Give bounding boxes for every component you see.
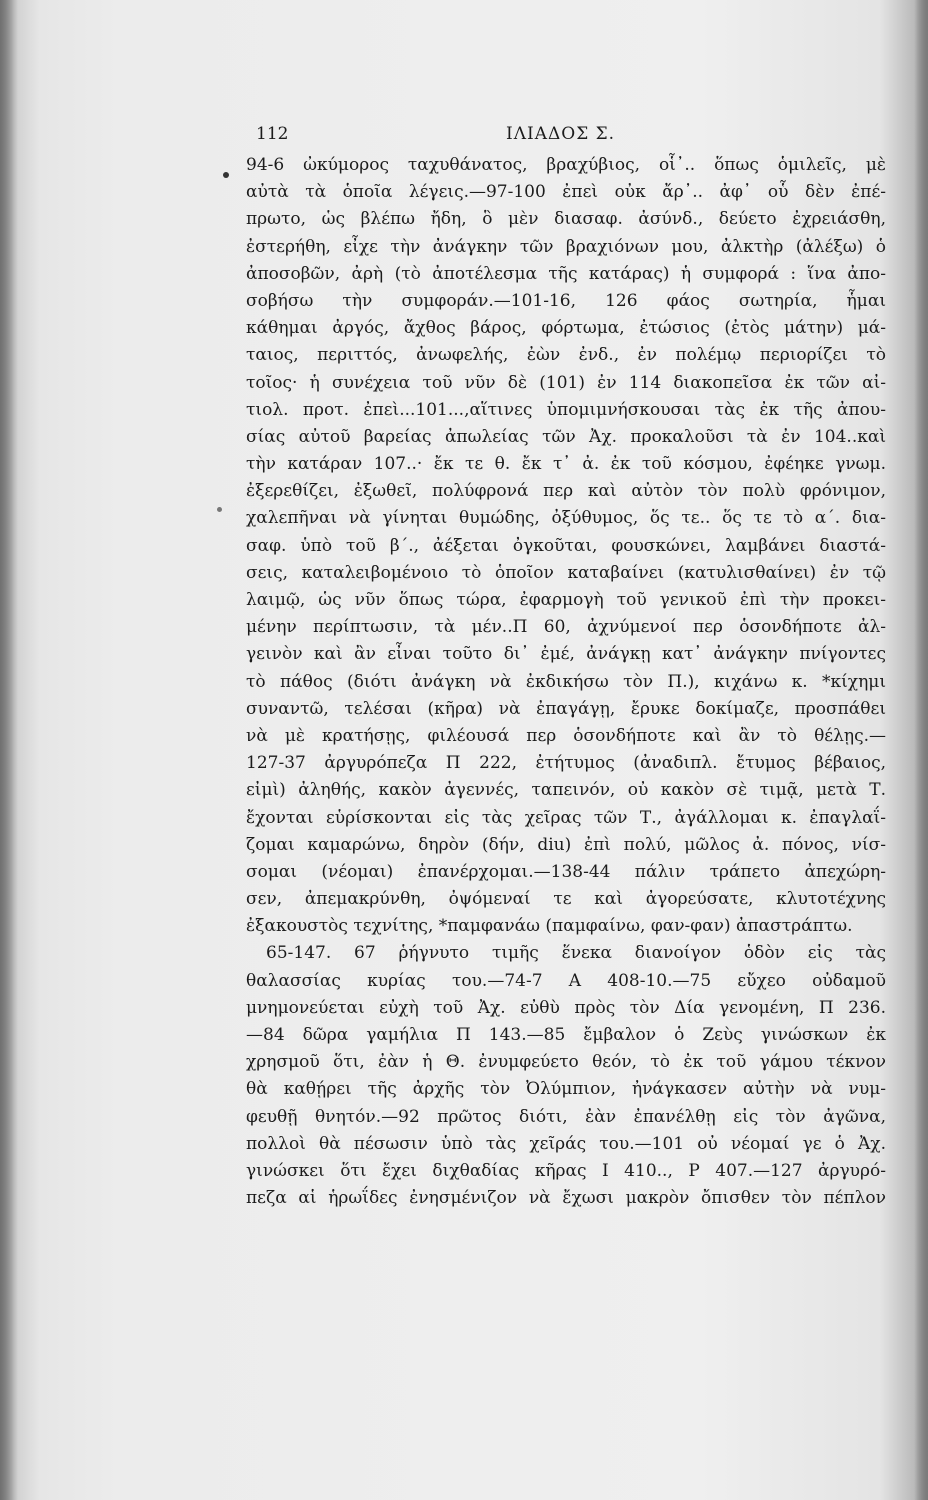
text-line: ἀποσοβῶν, ἀρὴ (τὸ ἀποτέλεσμα τῆς κατάρας) ἡ συμφορά : ἵνα ἀπο- — [246, 263, 886, 284]
text-line: μένην περίπτωσιν, τὰ μέν..Π 60, ἀχνύμενοί περ ὁσονδήποτε ἀλ- — [246, 617, 886, 638]
text-line: σοβήσω τὴν συμφοράν.—101-16, 126 φάος σωτηρία, ἧμαι — [246, 290, 886, 311]
text-line: χρησμοῦ ὅτι, ἐὰν ἡ Θ. ἐνυμφεύετο θεόν, τὸ ἐκ τοῦ γάμου τέκνον — [246, 1052, 886, 1073]
text-line: ταιος, περιττός, ἀνωφελής, ἐὼν ἐνδ., ἐν πολέμῳ περιορίζει τὸ — [246, 345, 886, 366]
section-start-line: 65-147. 67 ῥήγνυτο τιμῆς ἕνεκα διανοίγον ὁδὸν εἰς τὰς — [266, 943, 886, 964]
commentary-text — [246, 152, 886, 1212]
text-line: γεινὸν καὶ ἂν εἶναι τοῦτο δι᾽ ἐμέ, ἀνάγκῃ κατ᾽ ἀνάγκην πνίγοντες — [246, 644, 886, 665]
text-line: νὰ μὲ κρατήσῃς, φιλέουσά περ ὁσονδήποτε καὶ ἂν τὸ θέλῃς.— — [246, 725, 886, 746]
page-edge-shadow — [914, 0, 928, 1500]
text-line: σεις, καταλειβομένοιο τὸ ὁποῖον καταβαίνει (κατυλισθαίνει) ἐν τῷ — [246, 562, 886, 583]
text-line: ζομαι καμαρώνω, δηρὸν (δήν, diu) ἐπὶ πολύ, μῶλος ἀ. πόνος, νίσ- — [246, 834, 886, 855]
text-line: σαφ. ὑπὸ τοῦ β΄., ἀέξεται ὀγκοῦται, φουσκώνει, λαμβάνει διαστά- — [246, 535, 886, 556]
text-line: λαιμῷ, ὡς νῦν ὅπως τώρα, ἐφαρμογὴ τοῦ γενικοῦ ἐπὶ τὴν προκει- — [246, 590, 886, 610]
text-line: θὰ καθῄρει τῆς ἀρχῆς τὸν Ὀλύμπιον, ἠνάγκασεν αὐτὴν νὰ νυμ- — [246, 1079, 886, 1100]
text-line: τὴν κατάραν 107..· ἔκ τε θ. ἔκ τ᾽ ἀ. ἐκ τοῦ κόσμου, ἐφέηκε γνωμ. — [246, 454, 886, 475]
text-line: ἐξακουστὸς τεχνίτης, *παμφανάω (παμφαίνω, φαν-φαν) ἀπαστράπτω. — [246, 916, 853, 937]
text-line: θαλασσίας κυρίας του.—74-7 Α 408-10.—75 εὔχεο οὐδαμοῦ — [246, 970, 886, 991]
text-line: γινώσκει ὅτι ἔχει διχθαδίας κῆρας Ι 410.., Ρ 407.—127 ἀργυρό- — [246, 1160, 886, 1181]
text-line: φευθῇ θνητόν.—92 πρῶτος διότι, ἐὰν ἐπανέλθῃ εἰς τὸν ἀγῶνα, — [246, 1106, 886, 1127]
text-line: εἰμὶ) ἀληθής, κακὸν ἀγεννές, ταπεινόν, οὐ κακὸν σὲ τιμᾷ, μετὰ Τ. — [246, 780, 886, 801]
spine-shadow — [0, 0, 18, 1500]
margin-speck — [217, 507, 222, 512]
text-line: ἔχονται εὑρίσκονται εἰς τὰς χεῖρας τῶν Τ., ἀγάλλομαι κ. ἐπαγλαΐ- — [246, 807, 886, 828]
running-title: ΙΛΙΑΔΟΣ Σ. — [506, 124, 616, 144]
page-header — [250, 118, 880, 148]
text-line: σεν, ἀπεμακρύνθη, ὀψόμεναί τε καὶ ἀγορεύσατε, κλυτοτέχνης — [246, 889, 886, 910]
text-line: πεζα αἱ ἡρωΐδες ἐνησμένιζον νὰ ἔχωσι μακρὸν ὄπισθεν τὸν πέπλον — [246, 1188, 886, 1209]
text-line: τὸ πάθος (διότι ἀνάγκη νὰ ἐκδικήσω τὸν Π.), κιχάνω κ. *κίχημι — [246, 671, 886, 692]
text-line: τοῖος· ἡ συνέχεια τοῦ νῦν δὲ (101) ἐν 114 διακοπεῖσα ἐκ τῶν αἰ- — [246, 372, 886, 393]
text-line: ἐξερεθίζει, ἐξωθεῖ, πολύφρονά περ καὶ αὐτὸν τὸν πολὺ φρόνιμον, — [246, 481, 886, 502]
text-line: τιολ. προτ. ἐπεὶ...101...,αἵτινες ὑπομιμνήσκουσαι τὰς ἐκ τῆς ἀπου- — [246, 399, 886, 420]
margin-dot — [223, 172, 229, 178]
text-line: πρωτο, ὡς βλέπω ἤδη, ὃ μὲν διασαφ. ἀσύνδ., δεύετο ἐχρειάσθη, — [246, 209, 886, 230]
text-line: κάθημαι ἀργός, ἄχθος βάρος, φόρτωμα, ἐτώσιος (ἐτὸς μάτην) μά- — [246, 318, 886, 339]
page-number: 112 — [256, 124, 289, 144]
text-line: αὐτὰ τὰ ὁποῖα λέγεις.—97-100 ἐπεὶ οὐκ ἄρ᾽.. ἀφ᾽ οὗ δὲν ἐπέ- — [246, 182, 886, 203]
text-line: μνημονεύεται εὐχὴ τοῦ Ἀχ. εὐθὺ πρὸς τὸν Δία γενομένη, Π 236. — [246, 997, 886, 1018]
text-line: ἐστερήθη, εἶχε τὴν ἀνάγκην τῶν βραχιόνων μου, ἀλκτὴρ (ἀλέξω) ὁ — [246, 236, 886, 257]
text-line: συναντῶ, τελέσαι (κῆρα) νὰ ἐπαγάγῃ, ἔρυκε δοκίμαζε, προσπάθει — [246, 698, 886, 719]
text-line: 94-6 ὠκύμορος ταχυθάνατος, βραχύβιος, οἷ᾽.. ὅπως ὁμιλεῖς, μὲ — [246, 155, 886, 175]
text-line: πολλοὶ θὰ πέσωσιν ὑπὸ τὰς χεῖράς του.—101 οὐ νέομαί γε ὁ Ἀχ. — [246, 1133, 886, 1154]
text-line: —84 δῶρα γαμήλια Π 143.—85 ἔμβαλον ὁ Ζεὺς γινώσκων ἐκ — [246, 1025, 886, 1045]
text-line: σίας αὐτοῦ βαρείας ἀπωλείας τῶν Ἀχ. προκαλοῦσι τὰ ἐν 104..καὶ — [246, 426, 886, 447]
text-line: 127-37 ἀργυρόπεζα Π 222, ἐτήτυμος (ἀναδιπλ. ἔτυμος βέβαιος, — [246, 753, 886, 774]
text-line: χαλεπῆναι νὰ γίνηται θυμώδης, ὀξύθυμος, ὅς τε.. ὅς τε τὸ α΄. δια- — [246, 508, 886, 529]
text-line: σομαι (νέομαι) ἐπανέρχομαι.—138-44 πάλιν τράπετο ἀπεχώρη- — [246, 861, 886, 882]
